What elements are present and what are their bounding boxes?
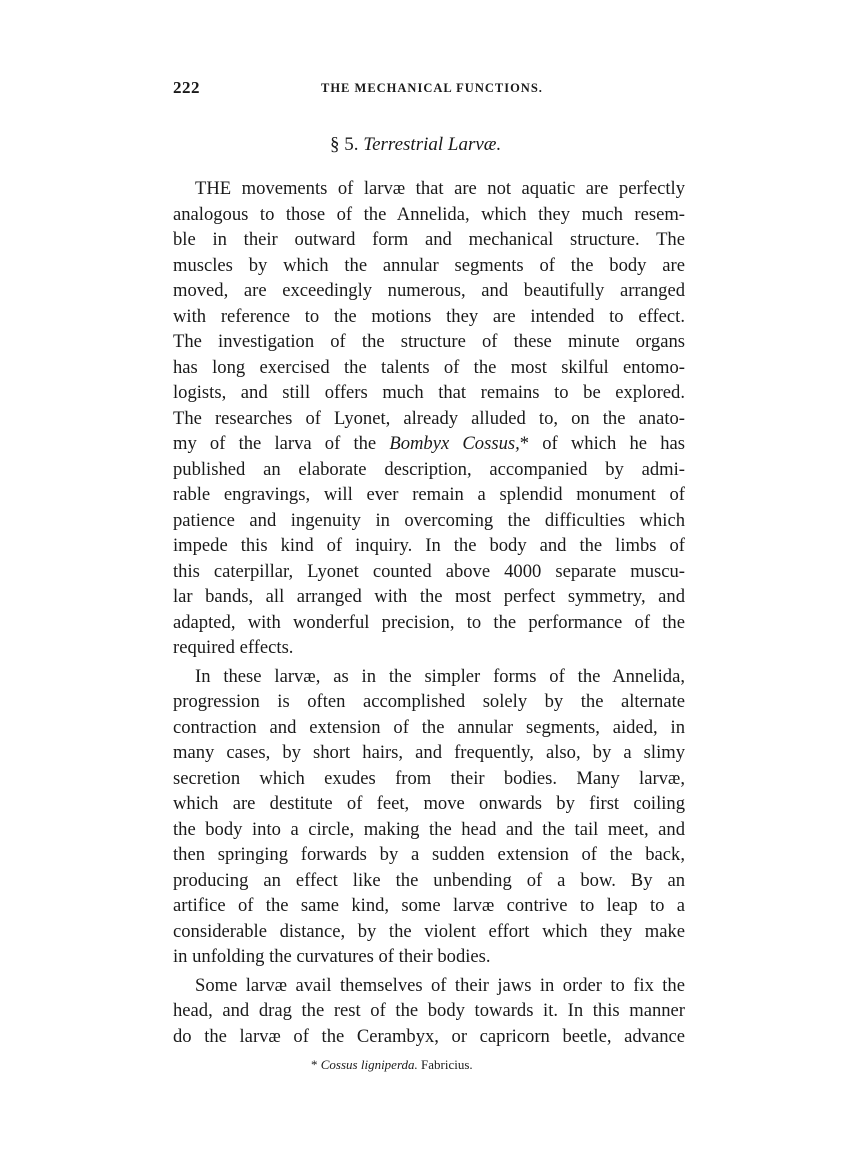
text-line: muscles by which the annular segments of the body are [173, 254, 685, 276]
text-line: with reference to the motions they are intended to effect. [173, 305, 685, 327]
text-line: artifice of the same kind, some larvæ contrive to leap to a [173, 895, 685, 916]
text-line: rable engravings, will ever remain a splendid monument of [173, 484, 685, 505]
text-line: progression is often accomplished solely by the alternate [173, 691, 685, 712]
text-line: The researches of Lyonet, already alluded to, on the anato- [173, 407, 685, 429]
text-line: patience and ingenuity in overcoming the difficulties which [173, 509, 685, 531]
text-line: secretion which exudes from their bodies. Many larvæ, [173, 767, 685, 789]
section-number: § 5. [330, 134, 359, 155]
text-line: in unfolding the curvatures of their bodies. [173, 946, 491, 967]
text-line: considerable distance, by the violent effort which they make [173, 920, 685, 942]
text-line: lar bands, all arranged with the most perfect symmetry, and [173, 586, 685, 607]
text-line: has long exercised the talents of the most skilful entomo- [173, 356, 685, 378]
page-header [173, 78, 685, 102]
text-line: required effects. [173, 637, 294, 658]
text-line: In these larvæ, as in the simpler forms of the Annelida, [195, 665, 685, 687]
text-line: ble in their outward form and mechanical structure. The [173, 229, 685, 250]
body-text [173, 176, 685, 1049]
species-name: Bombyx Cossus, [389, 433, 520, 454]
section-heading [330, 134, 501, 156]
text-line: head, and drag the rest of the body towards it. In this manner [173, 1000, 685, 1021]
footnote [311, 1057, 473, 1073]
text-line: THE movements of larvæ that are not aquatic are perfectly [195, 178, 685, 199]
text-fragment: my of the larva of the [173, 433, 390, 454]
footnote-author: Fabricius. [421, 1057, 473, 1072]
text-line: The investigation of the structure of these minute organs [173, 331, 685, 352]
running-head: THE MECHANICAL FUNCTIONS. [321, 81, 543, 95]
text-line: impede this kind of inquiry. In the body and the limbs of [173, 535, 685, 556]
text-line: which are destitute of feet, move onwards by first coiling [173, 793, 685, 814]
text-line: Some larvæ avail themselves of their jaws in order to fix the [195, 974, 685, 996]
text-line: contraction and extension of the annular segments, aided, in [173, 716, 685, 738]
footnote-marker: * [311, 1057, 318, 1072]
text-line: logists, and still offers much that remains to be explored. [173, 382, 685, 403]
text-line-with-species [173, 431, 685, 457]
text-line: adapted, with wonderful precision, to the performance of the [173, 611, 685, 633]
text-line: published an elaborate description, accompanied by admi- [173, 458, 685, 480]
text-line: many cases, by short hairs, and frequently, also, by a slimy [173, 742, 685, 763]
section-title: Terrestrial Larvæ. [363, 134, 502, 155]
page-number: 222 [173, 78, 200, 97]
text-fragment: * of which he has [519, 433, 685, 454]
text-line: moved, are exceedingly numerous, and beautifully arranged [173, 280, 685, 301]
text-line: analogous to those of the Annelida, which they much resem- [173, 203, 685, 225]
footnote-species: Cossus ligniperda. [320, 1057, 418, 1072]
text-line: this caterpillar, Lyonet counted above 4000 separate muscu- [173, 560, 685, 582]
text-line: do the larvæ of the Cerambyx, or capricorn beetle, advance [173, 1025, 685, 1047]
text-line: then springing forwards by a sudden extension of the back, [173, 844, 685, 865]
text-line: producing an effect like the unbending of a bow. By an [173, 869, 685, 891]
text-line: the body into a circle, making the head and the tail meet, and [173, 818, 685, 840]
